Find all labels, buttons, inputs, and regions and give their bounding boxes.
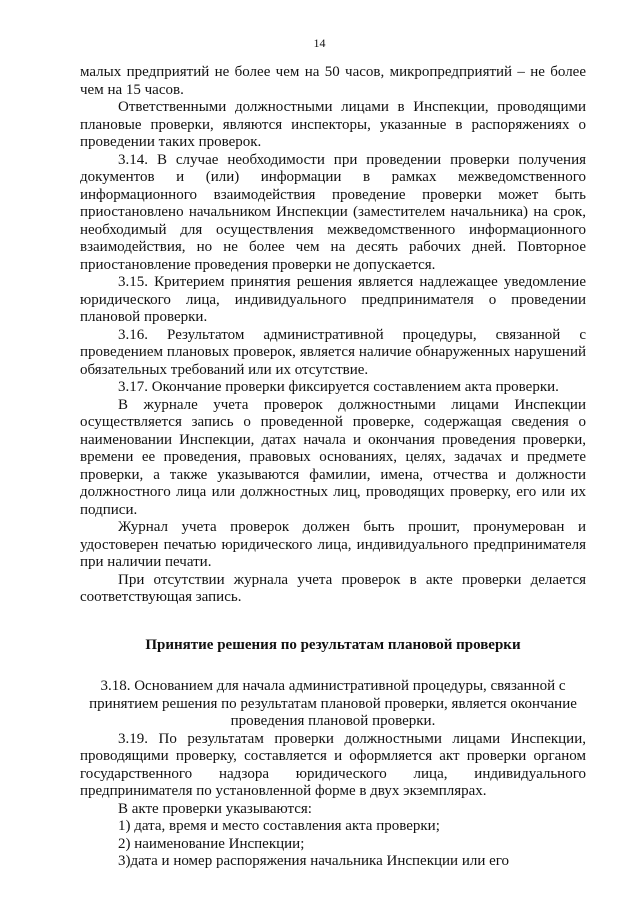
page-number: 14	[313, 36, 326, 50]
paragraph: В журнале учета проверок должностными лицами Инспекции осуществляется запись о проведенной проверке, содержащая сведения о наименовании Инспекции, датах начала и окончания проведения проверки, времени ее проведения, правовых основаниях, целях, задачах и предмете проверки, а также указываются фамилии, имена, отчества и должности должностного лица или должностных лиц, проводящих проверку, его или их подписи.	[80, 396, 586, 518]
centered-paragraph: 3.18. Основанием для начала административной процедуры, связанной с принятием решения по результатам плановой проверки, является окончание проведения плановой проверки.	[89, 678, 577, 729]
paragraph: 3.19. По результатам проверки должностными лицами Инспекции, проводящими проверку, составляется и оформляется акт проверки органом государственного надзора юридического лица, индивидуального предпринимателя по установленной форме в двух экземплярах.	[80, 730, 586, 799]
paragraph: Ответственными должностными лицами в Инспекции, проводящими плановые проверки, являются инспекторы, указанные в распоряжениях о проведении таких проверок.	[80, 99, 586, 150]
paragraph: Журнал учета проверок должен быть прошит, пронумерован и удостоверен печатью юридического лица, индивидуального предпринимателя при наличии печати.	[80, 519, 586, 570]
section-heading: Принятие решения по результатам плановой проверки	[145, 636, 521, 653]
list-intro: В акте проверки указываются:	[118, 800, 312, 817]
paragraph: 3.14. В случае необходимости при проведении проверки получения документов и (или) информации в рамках межведомственного информационного взаимодействия проведение проверки может быть приостановлено начальником Инспекции (заместителем начальника) на срок, необходимый для осуществления межведомственного информационного взаимодействия, но не более чем на десять рабочих дней. Повторное приостановление проведения проверки не допускается.	[80, 151, 586, 273]
list-item: 3)дата и номер распоряжения начальника Инспекции или его	[118, 853, 510, 869]
paragraph: малых предприятий не более чем на 50 часов, микропредприятий – не более чем на 15 часов.	[80, 64, 586, 98]
paragraph: 3.17. Окончание проверки фиксируется составлением акта проверки.	[118, 379, 559, 395]
document-body	[80, 64, 586, 871]
paragraph: 3.15. Критерием принятия решения является надлежащее уведомление юридического лица, индивидуального предпринимателя о проведении плановой проверки.	[80, 274, 586, 325]
list-item: 2) наименование Инспекции;	[118, 835, 305, 852]
paragraph: При отсутствии журнала учета проверок в акте проверки делается соответствующая запись.	[80, 571, 586, 605]
list-item: 1) дата, время и место составления акта проверки;	[118, 818, 440, 834]
paragraph: 3.16. Результатом административной процедуры, связанной с проведением плановых проверок, является наличие обнаруженных нарушений обязательных требований или их отсутствие.	[80, 326, 586, 378]
